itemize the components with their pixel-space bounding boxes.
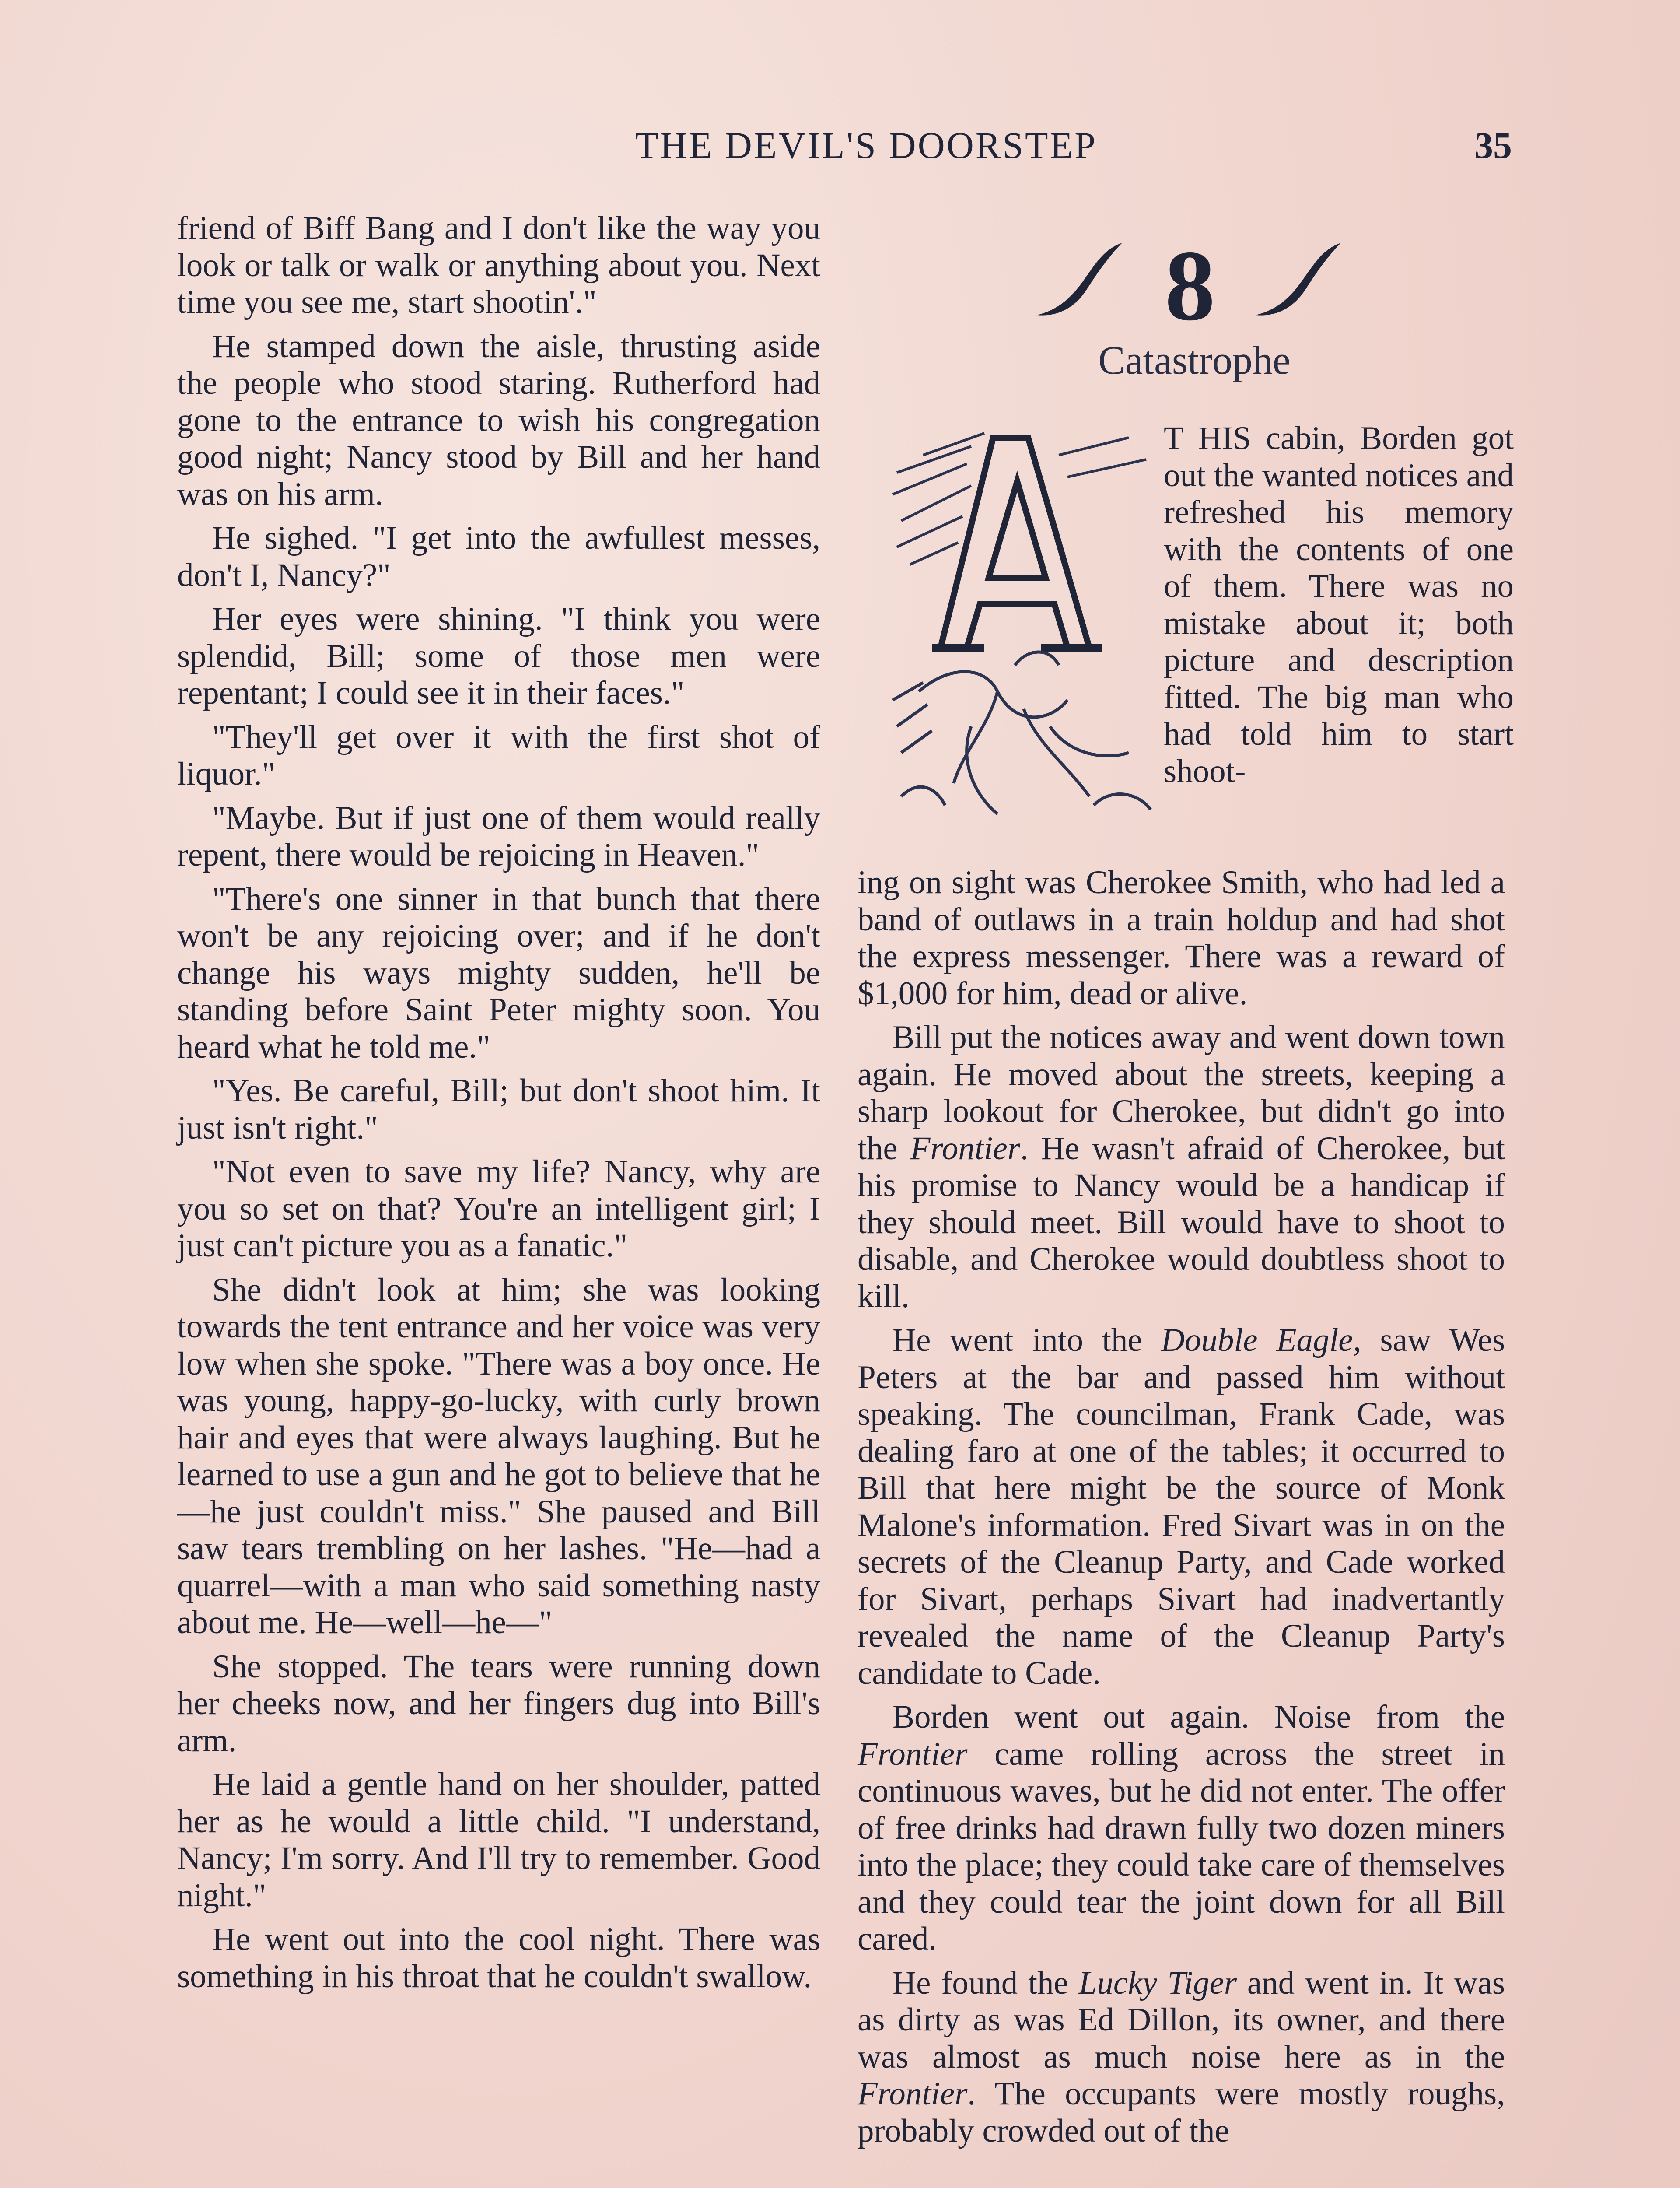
italic-title: Lucky Tiger [1078,1964,1237,2001]
paragraph: "Maybe. But if just one of them would really repent, there would be rejoicing in Heaven." [177,799,820,873]
page-number: 35 [1474,124,1512,166]
text-run: . The occupants were mostly roughs, probably crowded out of the [858,2076,1505,2149]
chapter-number: 8 [1165,230,1215,341]
paragraph [858,1019,1505,1315]
text-run: Borden went out again. Noise from the [892,1699,1505,1735]
left-column [177,210,820,2002]
paragraph: ing on sight was Cherokee Smith, who had led a band of outlaws in a train holdup and had shot the express messenger. There was a reward of $1,000 for him, dead or alive. [858,864,1505,1012]
running-title: THE DEVIL'S DOORSTEP [635,124,1097,166]
text-run: Bill put the notices away and went down town again. He moved about the streets, keeping a sharp lookout for Cherokee, but didn't go into the [858,1019,1505,1167]
paragraph: "They'll get over it with the first shot of liquor." [177,719,820,792]
paragraph: "There's one sinner in that bunch that there won't be any rejoicing over; and if he don't change his ways mighty sudden, he'll be standing before Saint Peter mighty soon. You heard what he told me." [177,880,820,1065]
swash-ornament-icon [1028,236,1133,324]
italic-title: Frontier [858,2076,968,2112]
paragraph: "Not even to save my life? Nancy, why are you so set on that? You're an intelligent girl; I just can't picture you as a fanatic." [177,1154,820,1264]
italic-title: Frontier [910,1130,1021,1167]
chapter-number-ornament [1019,228,1361,341]
drop-cap-wrap-text [1164,420,1514,790]
text-run: He found the [892,1964,1079,2001]
text-run: He went into the [892,1322,1161,1358]
text-run: , saw Wes Peters at the bar and passed him without speaking. The councilman, Frank Cade, was dealing faro at one of the tables; it occurred to Bill that here might be the source of Monk Malone's information. Fred Sivart was in on the secrets of the Cleanup Party, and Cade worked for Sivart, perhaps Sivart had inadvertantly revealed the name of the Cleanup Party's candidate to Cade. [858,1322,1505,1691]
drop-cap-illustration [884,420,1164,849]
paragraph: He laid a gentle hand on her shoulder, patted her as he would a little child. "I understand, Nancy; I'm sorry. And I'll try to remember. Good night." [177,1766,820,1914]
paragraph: Her eyes were shining. "I think you were splendid, Bill; some of those men were repentant; I could see it in their faces." [177,601,820,711]
paragraph: She didn't look at him; she was looking towards the tent entrance and her voice was very low when she spoke. "There was a boy once. He was young, happy-go-lucky, with curly brown hair and eyes that were always laughing. But he learned to use a gun and he got to believe that he—he just couldn't miss." She paused and Bill saw tears trembling on her lashes. "He—had a quarrel—with a man who said something nasty about me. He—well—he—" [177,1271,820,1641]
paragraph: "Yes. Be careful, Bill; but don't shoot him. It just isn't right." [177,1073,820,1146]
paragraph: friend of Biff Bang and I don't like the way you look or talk or walk or anything about you. Next time you see me, start shootin'." [177,210,820,320]
text-run: . He wasn't afraid of Cherokee, but his promise to Nancy would be a handicap if they should meet. Bill would have to shoot to disable, and Cherokee would doubtless shoot to kill. [858,1130,1505,1315]
paragraph: She stopped. The tears were running down her cheeks now, and her fingers dug into Bill's arm. [177,1648,820,1759]
text-run: came rolling across the street in continuous waves, but he did not enter. The offer of free drinks had drawn fully two dozen miners into the place; they could take care of themselves and they could tear the joint down for all Bill cared. [858,1736,1505,1957]
horse-rider-icon [884,420,1164,849]
paragraph [858,1699,1505,1958]
paragraph: T HIS cabin, Borden got out the wanted notices and refreshed his memory with the contents of one of them. There was no mistake about it; both picture and description fitted. The big man who had told him to start shoot- [1164,420,1514,789]
chapter-title: Catastrophe [1098,338,1291,382]
text-run: and went in. It was as dirty as was Ed Dillon, its owner, and there was almost as much noise here as in the [858,1964,1505,2075]
paragraph [858,1322,1505,1692]
paragraph [858,1965,1505,2150]
paragraph: He stamped down the aisle, thrusting aside the people who stood staring. Rutherford had gone to the entrance to wish his congregation good night; Nancy stood by Bill and her hand was on his arm. [177,328,820,512]
paragraph: He went out into the cool night. There was something in his throat that he couldn't swallow. [177,1921,820,1995]
right-column [858,864,1505,2156]
italic-title: Double Eagle [1161,1322,1353,1358]
paragraph: He sighed. "I get into the awfullest messes, don't I, Nancy?" [177,520,820,593]
italic-title: Frontier [858,1736,968,1772]
swash-ornament-icon [1247,236,1352,324]
